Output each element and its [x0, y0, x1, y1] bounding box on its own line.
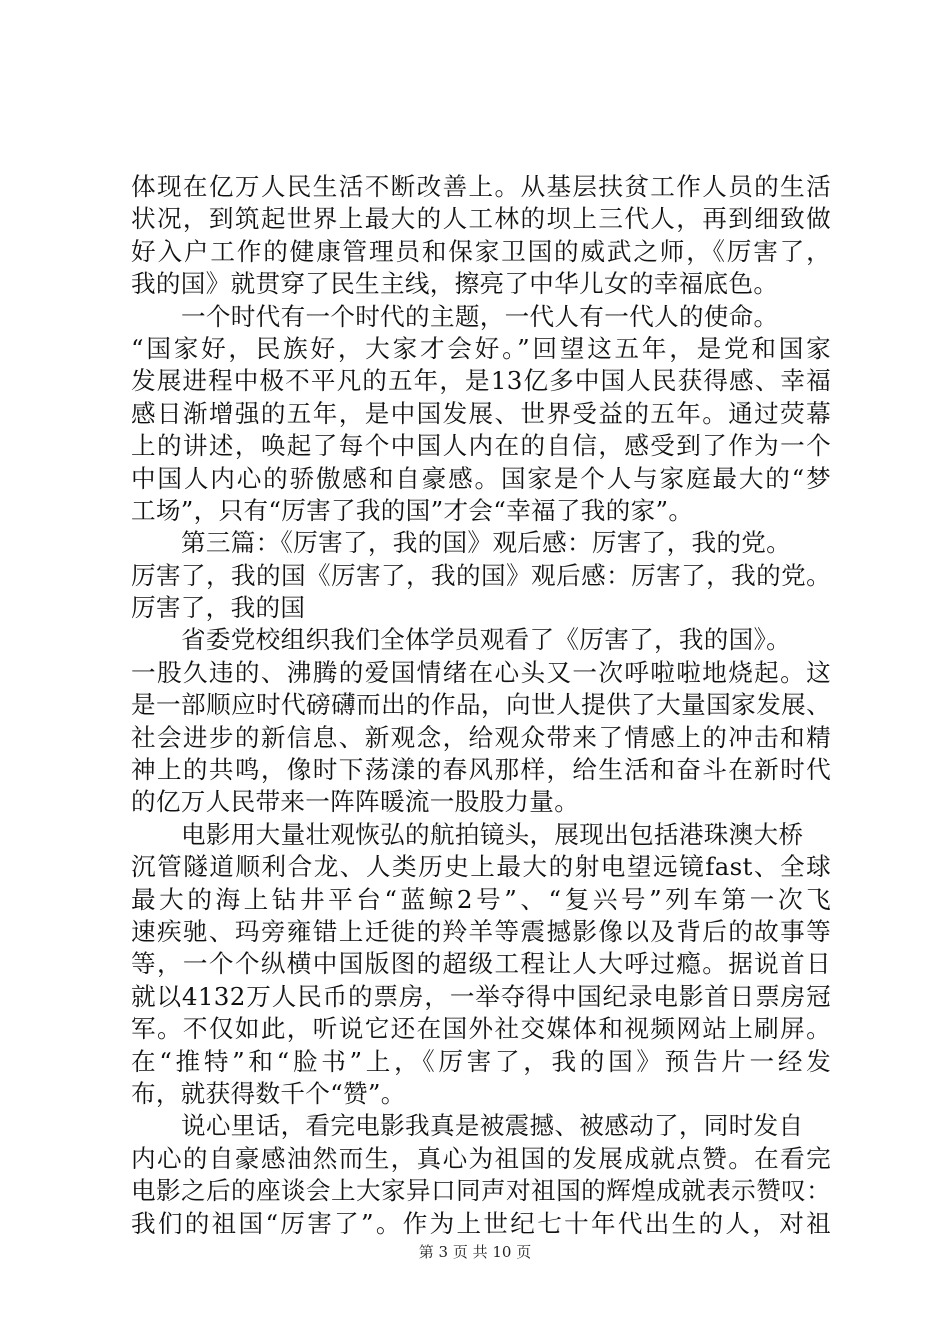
text-line: 电影之后的座谈会上大家异口同声对祖国的辉煌成就表示赞叹：: [131, 1176, 831, 1206]
text-line: 感日渐增强的五年，是中国发展、世界受益的五年。通过荧幕: [131, 398, 831, 428]
text-line: 一股久违的、沸腾的爱国情绪在心头又一次呼啦啦地烧起。这: [131, 657, 831, 687]
text-line: 电影用大量壮观恢弘的航拍镜头，展现出包括港珠澳大桥: [181, 819, 804, 849]
text-line: 厉害了，我的国: [131, 593, 306, 623]
text-line: 说心里话，看完电影我真是被震撼、被感动了，同时发自: [181, 1111, 804, 1141]
text-line: 省委党校组织我们全体学员观看了《厉害了，我的国》。: [181, 625, 792, 655]
text-line: 沉管隧道顺利合龙、人类历史上最大的射电望远镜fast、全球: [131, 852, 831, 882]
text-line: 体现在亿万人民生活不断改善上。从基层扶贫工作人员的生活: [131, 172, 831, 201]
text-line: 一个时代有一个时代的主题，一代人有一代人的使命。: [181, 301, 779, 331]
text-line: 是一部顺应时代磅礴而出的作品，向世人提供了大量国家发展、: [131, 690, 831, 720]
text-line: 状况，到筑起世界上最大的人工林的坝上三代人，再到细致做: [131, 204, 831, 234]
text-line: 最大的海上钻井平台“蓝鲸2号”、“复兴号”列车第一次飞: [131, 884, 831, 914]
text-line: 的亿万人民带来一阵阵暖流一股股力量。: [131, 787, 580, 817]
text-line: 第三篇：《厉害了，我的国》观后感：厉害了，我的党。: [181, 528, 792, 558]
text-line: 就以4132万人民币的票房，一举夺得中国纪录电影首日票房冠: [131, 981, 831, 1011]
text-line: 速疾驰、玛旁雍错上迁徙的羚羊等震撼影像以及背后的故事等: [131, 916, 831, 946]
text-line: 神上的共鸣，像时下荡漾的春风那样，给生活和奋斗在新时代: [131, 755, 831, 785]
text-line: 在“推特”和“脸书”上，《厉害了，我的国》预告片一经发: [131, 1046, 831, 1076]
text-line: 等，一个个纵横中国版图的超级工程让人大呼过瘾。据说首日: [131, 949, 831, 979]
text-line: 好入户工作的健康管理员和保家卫国的威武之师，《厉害了，: [131, 236, 831, 266]
text-line: 我们的祖国“厉害了”。作为上世纪七十年代出生的人，对祖: [131, 1208, 831, 1238]
text-line: 上的讲述，唤起了每个中国人内在的自信，感受到了作为一个: [131, 431, 831, 461]
text-line: 厉害了，我的国《厉害了，我的国》观后感：厉害了，我的党。: [131, 560, 831, 590]
text-line: 社会进步的新信息、新观念，给观众带来了情感上的冲击和精: [131, 722, 831, 752]
text-line: 发展进程中极不平凡的五年，是13亿多中国人民获得感、幸福: [131, 366, 831, 396]
text-line: 布，就获得数千个“赞”。: [131, 1078, 406, 1108]
text-line: 军。不仅如此，听说它还在国外社交媒体和视频网站上刷屏。: [131, 1014, 831, 1044]
text-line: “国家好，民族好，大家才会好。”回望这五年，是党和国家: [131, 333, 831, 363]
text-line: 内心的自豪感油然而生，真心为祖国的发展成就点赞。在看完: [131, 1143, 831, 1173]
text-line: 中国人内心的骄傲感和自豪感。国家是个人与家庭最大的“梦: [131, 463, 831, 493]
text-line: 我的国》就贯穿了民生主线，擦亮了中华儿女的幸福底色。: [131, 269, 779, 299]
body-text: [131, 171, 831, 1240]
page-footer: 第 3 页 共 10 页: [418, 1243, 532, 1261]
text-line: 工场”，只有“厉害了我的国”才会“幸福了我的家”。: [131, 495, 694, 525]
